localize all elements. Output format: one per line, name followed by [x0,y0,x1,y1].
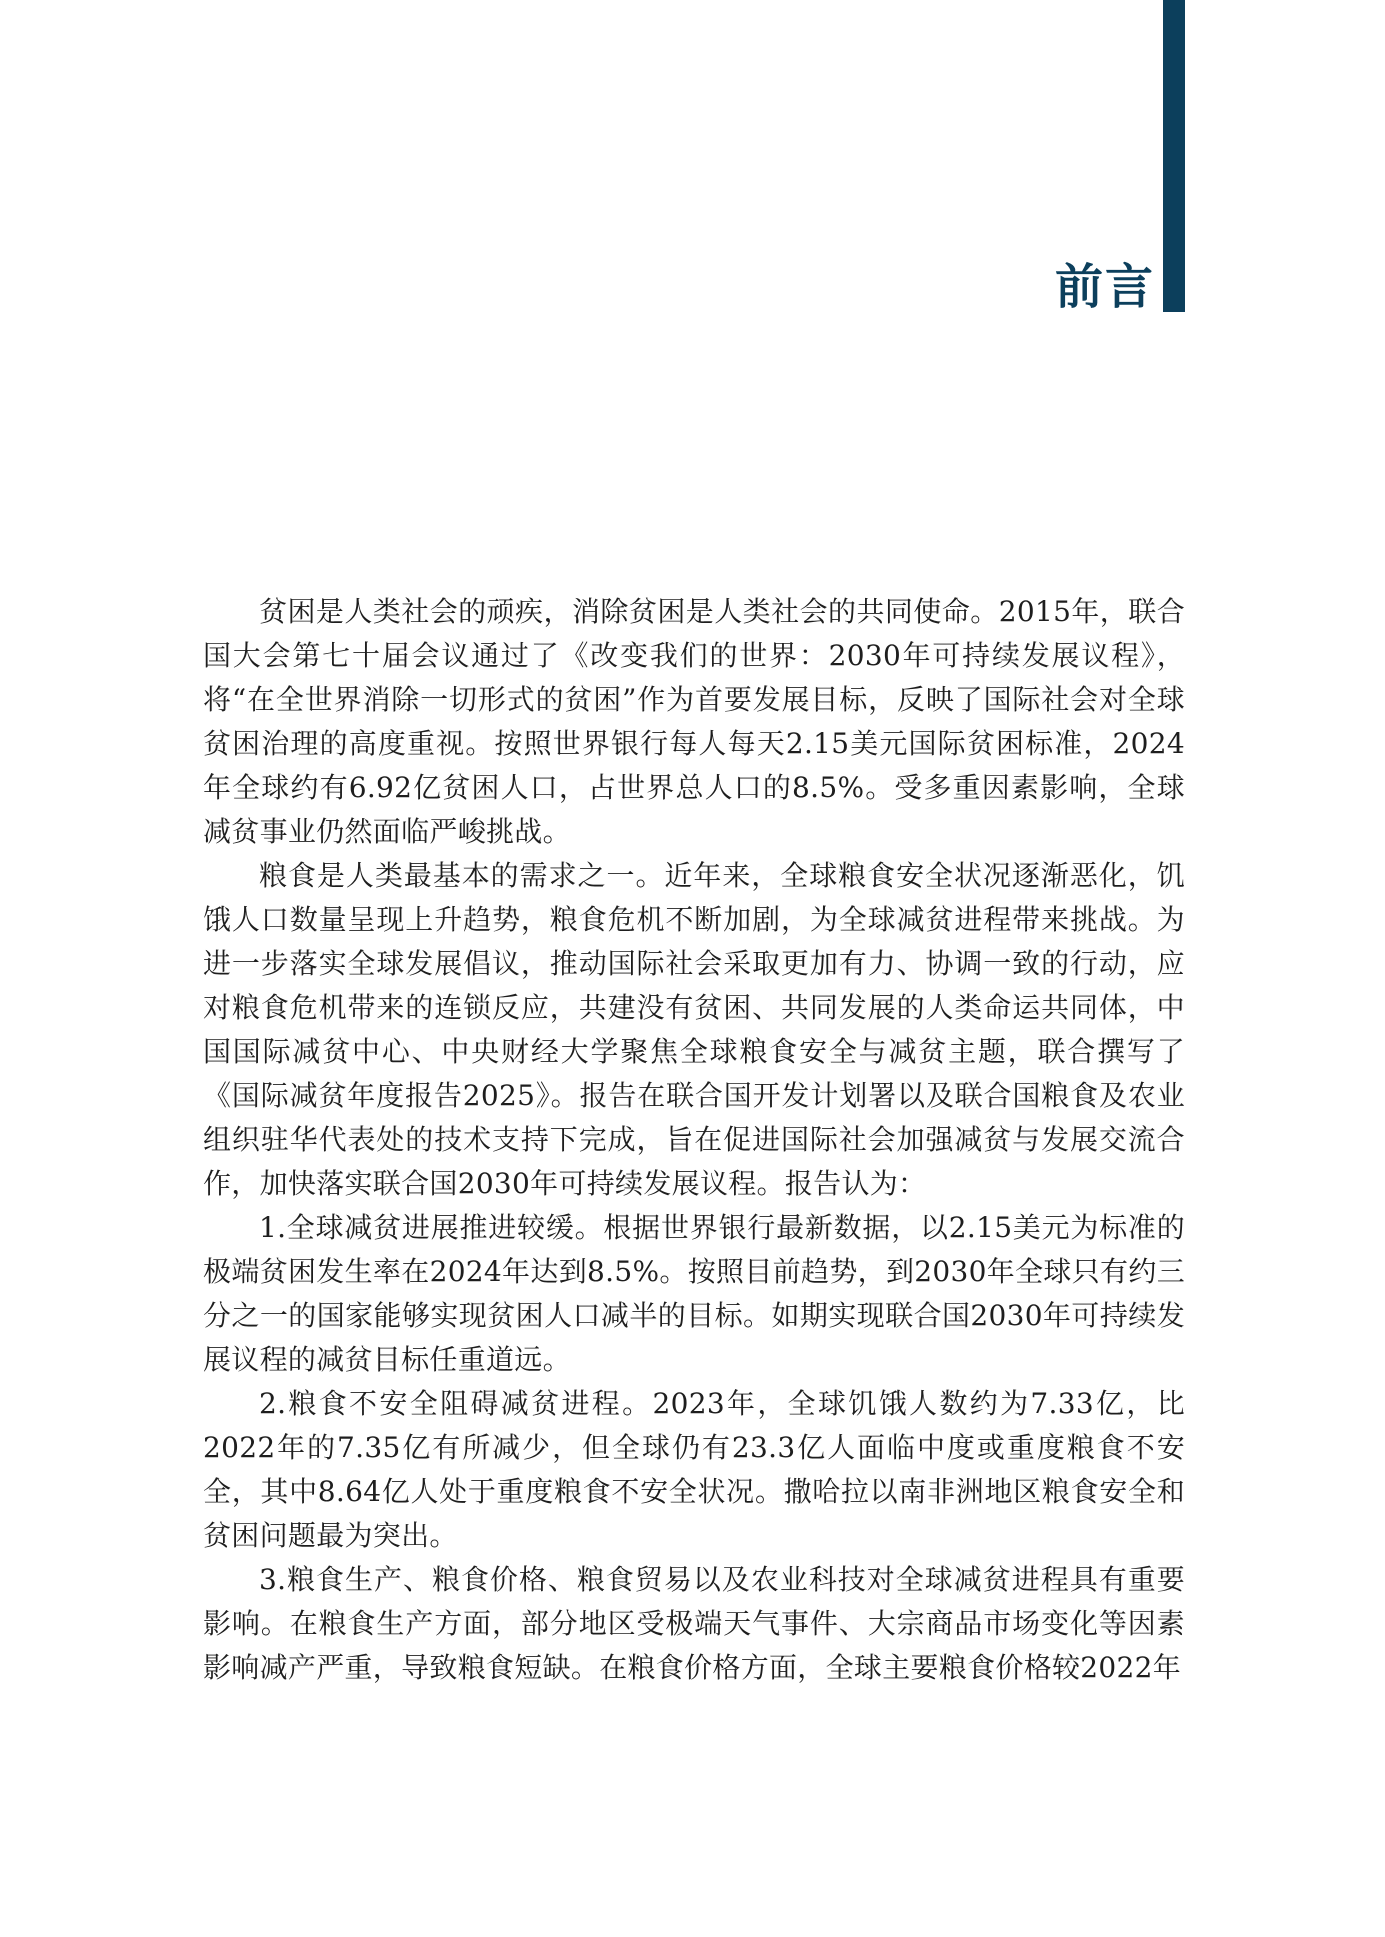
page-title: 前言 [1054,259,1155,315]
paragraph-finding-3: 3.粮食生产、粮食价格、粮食贸易以及农业科技对全球减贫进程具有重要影响。在粮食生产方面，部分地区受极端天气事件、大宗商品市场变化等因素影响减产严重，导致粮食短缺。在粮食价格方面，全球主要粮食价格较2022年 [203,1563,1185,1684]
body-text [203,590,1185,1690]
paragraph-finding-2: 2.粮食不安全阻碍减贫进程。2023年，全球饥饿人数约为7.33亿，比2022年的7.35亿有所减少，但全球仍有23.3亿人面临中度或重度粮食不安全，其中8.64亿人处于重度粮食不安全状况。撒哈拉以南非洲地区粮食安全和贫困问题最为突出。 [203,1387,1185,1552]
paragraph-food-security: 粮食是人类最基本的需求之一。近年来，全球粮食安全状况逐渐恶化，饥饿人口数量呈现上升趋势，粮食危机不断加剧，为全球减贫进程带来挑战。为进一步落实全球发展倡议，推动国际社会采取更加有力、协调一致的行动，应对粮食危机带来的连锁反应，共建没有贫困、共同发展的人类命运共同体，中国国际减贫中心、中央财经大学聚焦全球粮食安全与减贫主题，联合撰写了《国际减贫年度报告2025》。报告在联合国开发计划署以及联合国粮食及农业组织驻华代表处的技术支持下完成，旨在促进国际社会加强减贫与发展交流合作，加快落实联合国2030年可持续发展议程。报告认为： [203,859,1185,1200]
paragraph-intro: 贫困是人类社会的顽疾，消除贫困是人类社会的共同使命。2015年，联合国大会第七十届会议通过了《改变我们的世界：2030年可持续发展议程》，将“在全世界消除一切形式的贫困”作为首要发展目标，反映了国际社会对全球贫困治理的高度重视。按照世界银行每人每天2.15美元国际贫困标准，2024年全球约有6.92亿贫困人口，占世界总人口的8.5%。受多重因素影响，全球减贫事业仍然面临严峻挑战。 [203,595,1185,848]
chapter-accent-bar [1163,0,1185,312]
paragraph-finding-1: 1.全球减贫进展推进较缓。根据世界银行最新数据，以2.15美元为标准的极端贫困发生率在2024年达到8.5%。按照目前趋势，到2030年全球只有约三分之一的国家能够实现贫困人口减半的目标。如期实现联合国2030年可持续发展议程的减贫目标任重道远。 [203,1211,1185,1376]
